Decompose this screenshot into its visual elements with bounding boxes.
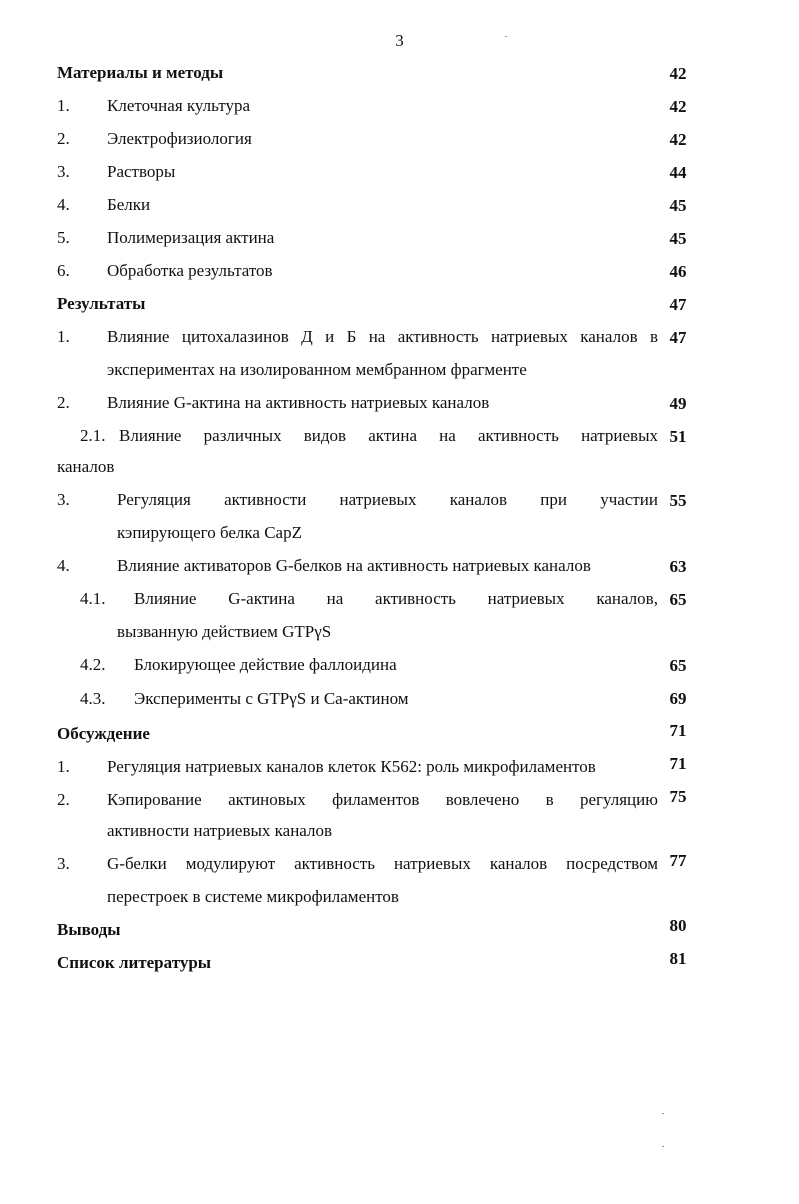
results-subitem-line1 xyxy=(134,589,658,609)
toc-word: каналов xyxy=(580,327,638,346)
toc-word: на xyxy=(368,327,386,346)
section-page-conclusions: 80 xyxy=(669,916,687,935)
page-number: 3 xyxy=(395,31,404,50)
methods-item-text: Обработка результатов xyxy=(107,261,273,280)
section-page-methods: 42 xyxy=(669,64,687,83)
toc-word: участии xyxy=(600,490,658,509)
toc-word: натриевых xyxy=(581,426,658,445)
scan-speck xyxy=(662,1113,664,1114)
toc-word: различных xyxy=(203,426,282,445)
toc-word: вовлечено xyxy=(445,790,520,809)
methods-item-text: Растворы xyxy=(107,162,176,181)
toc-word: активность xyxy=(294,854,375,873)
toc-word: активности xyxy=(224,490,307,509)
results-subitem-num: 4.1. xyxy=(80,589,106,608)
toc-word: Влияние xyxy=(107,327,170,346)
results-subitem-num: 2.1. xyxy=(80,426,106,445)
toc-word: модулируют xyxy=(185,854,276,873)
section-title-conclusions: Выводы xyxy=(57,920,121,939)
results-subitem-page: 65 xyxy=(669,590,687,609)
results-item-page: 49 xyxy=(669,394,687,413)
discussion-item-line1 xyxy=(107,790,658,810)
toc-word: Кэпирование xyxy=(107,790,202,809)
toc-word: Влияние xyxy=(119,426,182,445)
results-subitem-text: Эксперименты с GTPγS и Ca-актином xyxy=(134,689,409,708)
section-page-results: 47 xyxy=(669,295,687,314)
methods-item-num: 4. xyxy=(57,195,70,214)
discussion-item-line2: активности натриевых каналов xyxy=(107,821,333,840)
results-subitem-page: 51 xyxy=(669,427,687,446)
methods-item-page: 46 xyxy=(669,262,687,281)
toc-word: Б xyxy=(346,327,357,346)
toc-word: G-актина xyxy=(228,589,295,608)
toc-word: в xyxy=(545,790,554,809)
results-item-num: 2. xyxy=(57,393,70,412)
results-subitem-num: 4.2. xyxy=(80,655,106,674)
results-item-page: 63 xyxy=(669,557,687,576)
scan-speck xyxy=(662,1146,664,1147)
methods-item-text: Клеточная культура xyxy=(107,96,251,115)
toc-word: цитохалазинов xyxy=(181,327,289,346)
results-subitem-line2: каналов xyxy=(57,457,115,476)
results-item-text: Влияние активаторов G-белков на активность натриевых каналов xyxy=(117,556,591,575)
results-item-line1 xyxy=(107,327,658,347)
results-item-text: Влияние G-актина на активность натриевых каналов xyxy=(107,393,490,412)
toc-word: каналов, xyxy=(596,589,658,608)
toc-word: видов xyxy=(303,426,347,445)
results-item-num: 4. xyxy=(57,556,70,575)
toc-word: в xyxy=(649,327,658,346)
toc-word: регуляцию xyxy=(579,790,658,809)
methods-item-num: 6. xyxy=(57,261,70,280)
toc-word: при xyxy=(540,490,567,509)
results-subitem-line2: вызванную действием GTPγS xyxy=(117,622,332,641)
results-item-line2: кэпирующего белка CapZ xyxy=(117,523,302,542)
section-page-discussion: 71 xyxy=(669,721,687,740)
discussion-item-page: 71 xyxy=(669,754,687,773)
toc-word: натриевых xyxy=(487,589,565,608)
discussion-item-num: 2. xyxy=(57,790,70,809)
toc-word: Влияние xyxy=(134,589,197,608)
discussion-item-page: 77 xyxy=(669,851,687,870)
toc-word: актина xyxy=(368,426,417,445)
discussion-item-page: 75 xyxy=(669,787,687,806)
results-subitem-page: 69 xyxy=(669,689,687,708)
results-item-page: 55 xyxy=(669,491,687,510)
methods-item-page: 44 xyxy=(669,163,687,182)
methods-item-page: 45 xyxy=(669,196,687,215)
scan-speck xyxy=(505,36,507,37)
toc-word: филаментов xyxy=(332,790,420,809)
discussion-item-line2: перестроек в системе микрофиламентов xyxy=(107,887,399,906)
toc-word: актиновых xyxy=(228,790,306,809)
toc-word: посредством xyxy=(566,854,658,873)
section-title-results: Результаты xyxy=(57,294,146,313)
results-subitem-num: 4.3. xyxy=(80,689,106,708)
methods-item-text: Белки xyxy=(107,195,151,214)
results-item-num: 1. xyxy=(57,327,70,346)
methods-item-page: 42 xyxy=(669,130,687,149)
toc-word: Регуляция xyxy=(117,490,191,509)
toc-word: Д xyxy=(301,327,313,346)
toc-word: натриевых xyxy=(490,327,568,346)
toc-word: активность xyxy=(397,327,479,346)
methods-item-num: 5. xyxy=(57,228,70,247)
section-title-methods: Материалы и методы xyxy=(57,63,224,82)
toc-word: G-белки xyxy=(107,854,167,873)
methods-item-text: Полимеризация актина xyxy=(107,228,275,247)
discussion-item-text: Регуляция натриевых каналов клеток К562: роль микрофиламентов xyxy=(107,757,596,776)
section-title-discussion: Обсуждение xyxy=(57,724,150,743)
discussion-item-num: 3. xyxy=(57,854,70,873)
results-item-num: 3. xyxy=(57,490,70,509)
toc-word: на xyxy=(326,589,344,608)
toc-word: натриевых xyxy=(339,490,417,509)
toc-word: натриевых xyxy=(393,854,471,873)
toc-word: активность xyxy=(478,426,559,445)
methods-item-page: 45 xyxy=(669,229,687,248)
section-page-references: 81 xyxy=(669,949,687,968)
toc-word: на xyxy=(439,426,456,445)
discussion-item-num: 1. xyxy=(57,757,70,776)
methods-item-num: 3. xyxy=(57,162,70,181)
toc-word: каналов xyxy=(489,854,548,873)
results-item-line1 xyxy=(117,490,658,510)
results-subitem-line1 xyxy=(119,426,658,446)
results-subitem-page: 65 xyxy=(669,656,687,675)
results-item-page: 47 xyxy=(669,328,687,347)
toc-word: каналов xyxy=(449,490,508,509)
toc-word: и xyxy=(325,327,335,346)
section-title-references: Список литературы xyxy=(57,953,212,972)
methods-item-num: 1. xyxy=(57,96,70,115)
results-subitem-text: Блокирующее действие фаллоидина xyxy=(134,655,397,674)
results-item-line2: экспериментах на изолированном мембранном фрагменте xyxy=(107,360,527,379)
discussion-item-line1 xyxy=(107,854,658,874)
toc-word: активность xyxy=(375,589,456,608)
methods-item-page: 42 xyxy=(669,97,687,116)
methods-item-text: Электрофизиология xyxy=(107,129,252,148)
methods-item-num: 2. xyxy=(57,129,70,148)
